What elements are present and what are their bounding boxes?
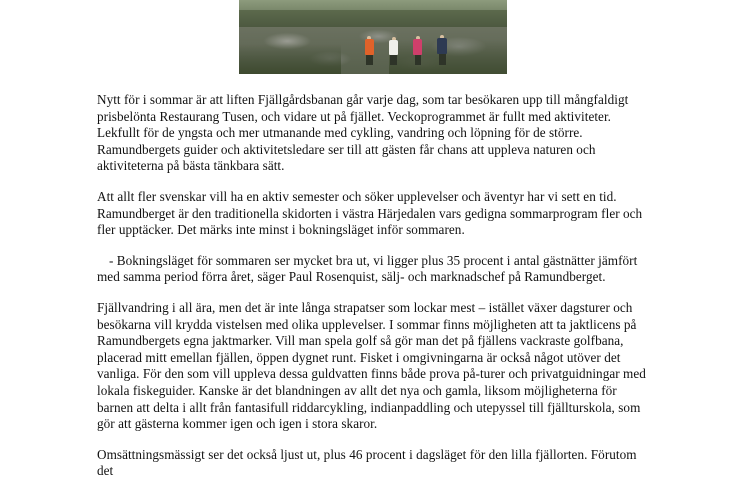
hero-image-container	[0, 0, 746, 74]
article-paragraph: Fjällvandring i all ära, men det är inte långa strapatser som lockar mest – istället växer dagsturer och besökarna vill krydda vistelsen med olika upplevelser. I sommar finns möjligheten att ta jaktlicens på Ramundbergets egna jaktmarker. Vill man spela golf så gör man det på fjällens vackraste golfbana, placerad mitt emellan fjällen, öppen dygnet runt. Fisket i omgivningarna är också något utöver det vanliga. För den som vill uppleva dessa guldvatten finns både prova på-turer och privatguidningar med lokala fiskeguider. Kanske är det blandningen av allt det nya och gamla, liksom möjligheterna för barnen att delta i allt från fantasifull riddarcykling, indianpaddling och utepyssel till fjällturskola, som gör att gästerna kommer igen och igen i stora skaror.	[97, 299, 646, 432]
photo-vegetation-right	[389, 40, 507, 74]
hiker-legs	[439, 54, 446, 65]
hiker-jacket	[365, 39, 374, 55]
hiker-figure-1	[365, 36, 374, 62]
hiker-figure-4	[437, 35, 447, 62]
hiker-figure-2	[389, 37, 398, 62]
hiker-jacket	[437, 38, 447, 54]
hiker-figure-3	[413, 36, 422, 62]
photo-vegetation-left	[239, 44, 341, 74]
article-quote-paragraph: - Bokningsläget för sommaren ser mycket bra ut, vi ligger plus 35 procent i antal gästnätter jämfört med samma period förra året, säger Paul Rosenquist, sälj- och marknadschef på Ramundberget.	[97, 252, 638, 285]
article-paragraph: Att allt fler svenskar vill ha en aktiv semester och söker upplevelser och äventyr har vi sett en tid. Ramundberget är den traditionella skidorten i västra Härjedalen vars gedigna sommarprogram fler och fler upptäcker. Det märks inte minst i bokningsläget inför sommaren.	[97, 188, 643, 238]
article-paragraph: Nytt för i sommar är att liften Fjällgårdsbanan går varje dag, som tar besökaren upp till mångfaldigt prisbelönta Restaurang Tusen, och vidare ut på fjället. Veckoprogrammet är fullt med aktiviteter. Lekfullt för de yngsta och mer utmanande med cykling, vandring och löpning för de större. Ramundbergets guider och aktivitetsledare ser till att gästen får chans att uppleva naturen och aktiviteterna på bästa tänkbara sätt.	[97, 92, 629, 174]
hiker-jacket	[413, 39, 422, 55]
hikers-on-mountain-photo	[239, 0, 507, 74]
hiker-legs	[390, 55, 396, 65]
article-paragraph: Omsättningsmässigt ser det också ljust ut, plus 46 procent i dagsläget för den lilla fjällorten. Förutom det	[97, 446, 637, 479]
hiker-jacket	[389, 40, 398, 55]
hiker-legs	[366, 55, 372, 65]
hiker-legs	[415, 55, 421, 65]
